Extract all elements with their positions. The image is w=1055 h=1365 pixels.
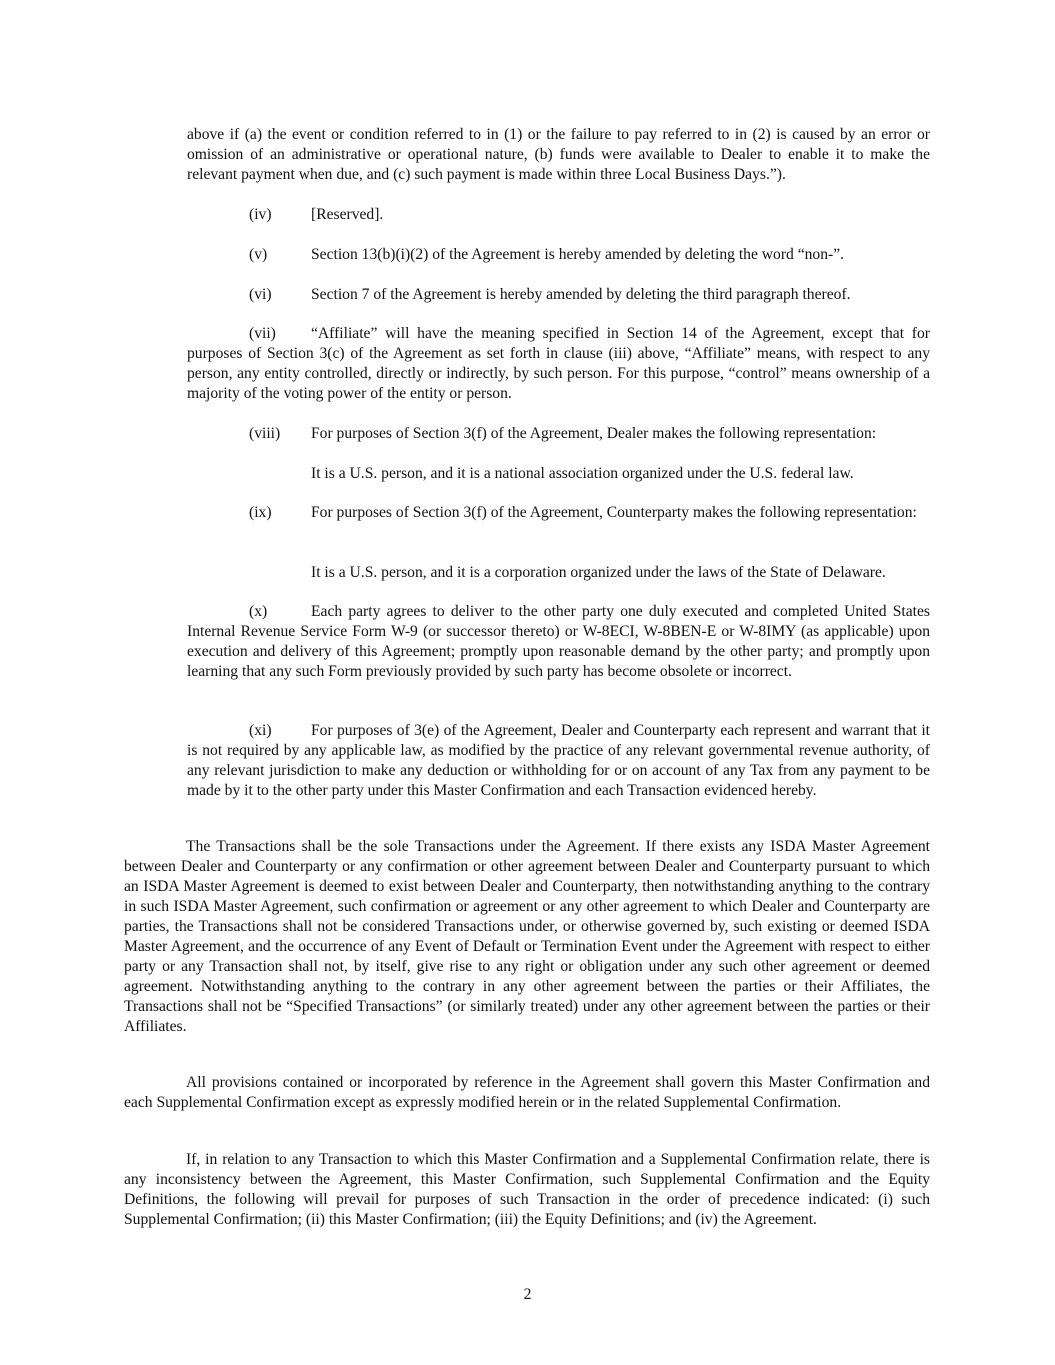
clause-number: (vii) (249, 325, 276, 342)
clause-text: [Reserved]. (311, 206, 384, 223)
precedence-paragraph: If, in relation to any Transaction to which this Master Confirmation and a Supplemental Confirmation relate, there is any inconsistency between the Agreement, this Master Confirmation, such Supplemental Confirmation and the Equity Definitions, the following will prevail for purposes of such Transaction in the order of precedence indicated: (i) such Supplemental Confirmation; (ii) this Master Confirmation; (iii) the Equity Definitions; and (iv) the Agreement. (124, 1151, 930, 1228)
clause-text: For purposes of Section 3(f) of the Agreement, Counterparty makes the following representation: (311, 504, 917, 521)
clause-ix (187, 503, 930, 523)
clause-number: (viii) (249, 425, 281, 442)
clause-number: (vi) (249, 286, 272, 303)
clause-text: Section 7 of the Agreement is hereby amended by deleting the third paragraph thereof. (311, 286, 851, 303)
clause-text: Section 13(b)(i)(2) of the Agreement is hereby amended by deleting the word “non-”. (311, 246, 845, 263)
sole-transactions-paragraph: The Transactions shall be the sole Transactions under the Agreement. If there exists any ISDA Master Agreement between Dealer and Counterparty or any confirmation or other agreement between Dealer and Counterparty pursuant to which an ISDA Master Agreement is deemed to exist between Dealer and Counterparty, then notwithstanding anything to the contrary in such ISDA Master Agreement, such confirmation or agreement or any other agreement to which Dealer and Counterparty are parties, the Transactions shall not be considered Transactions under, or otherwise governed by, such existing or deemed ISDA Master Agreement, and the occurrence of any Event of Default or Termination Event under the Agreement with respect to either party or any Transaction shall not, by itself, give rise to any right or obligation under any such other agreement or deemed agreement. Notwithstanding anything to the contrary in any other agreement between the parties or their Affiliates, the Transactions shall not be “Specified Transactions” (or similarly treated) under any other agreement between the parties or their Affiliates. (124, 838, 930, 1035)
clause-text: “Affiliate” will have the meaning specified in Section 14 of the Agreement, except that for purposes of Section 3(c) of the Agreement as set forth in clause (iii) above, “Affiliate” means, with respect to any person, any entity controlled, directly or indirectly, by such person. For this purpose, “control” means ownership of a majority of the voting power of the entity or person. (187, 325, 930, 402)
clause-number: (v) (249, 246, 268, 263)
governing-provisions-paragraph: All provisions contained or incorporated by reference in the Agreement shall govern this Master Confirmation and each Supplemental Confirmation except as expressly modified herein or in the related Supplemental Confirmation. (124, 1074, 930, 1111)
continuation-paragraph: above if (a) the event or condition referred to in (1) or the failure to pay referred to in (2) is caused by an error or omission of an administrative or operational nature, (b) funds were available to Dealer to enable it to make the relevant payment when due, and (c) such payment is made within three Local Business Days.”). (187, 126, 930, 183)
clause-x (187, 602, 930, 682)
dealer-representation: It is a U.S. person, and it is a national association organized under the U.S. federal law. (311, 465, 854, 482)
clause-number: (iv) (249, 206, 272, 223)
clause-number: (ix) (249, 504, 272, 521)
clause-number: (xi) (249, 722, 272, 739)
clause-text: Each party agrees to deliver to the other party one duly executed and completed United States Internal Revenue Service Form W-9 (or successor thereto) or W-8ECI, W-8BEN-E or W-8IMY (as applicable) upon execution and delivery of this Agreement; promptly upon reasonable demand by the other party; and promptly upon learning that any such Form previously provided by such party has become obsolete or incorrect. (187, 603, 930, 680)
clause-text: For purposes of 3(e) of the Agreement, Dealer and Counterparty each represent and warrant that it is not required by any applicable law, as modified by the practice of any relevant governmental revenue authority, of any relevant jurisdiction to make any deduction or withholding for or on account of any Tax from any payment to be made by it to the other party under this Master Confirmation and each Transaction evidenced hereby. (187, 722, 930, 799)
clause-number: (x) (249, 603, 268, 620)
counterparty-representation: It is a U.S. person, and it is a corporation organized under the laws of the State of Delaware. (311, 564, 886, 581)
clause-text: For purposes of Section 3(f) of the Agreement, Dealer makes the following representation: (311, 425, 877, 442)
clause-vii (187, 324, 930, 404)
clause-xi (187, 721, 930, 801)
page-number: 2 (523, 1286, 532, 1303)
